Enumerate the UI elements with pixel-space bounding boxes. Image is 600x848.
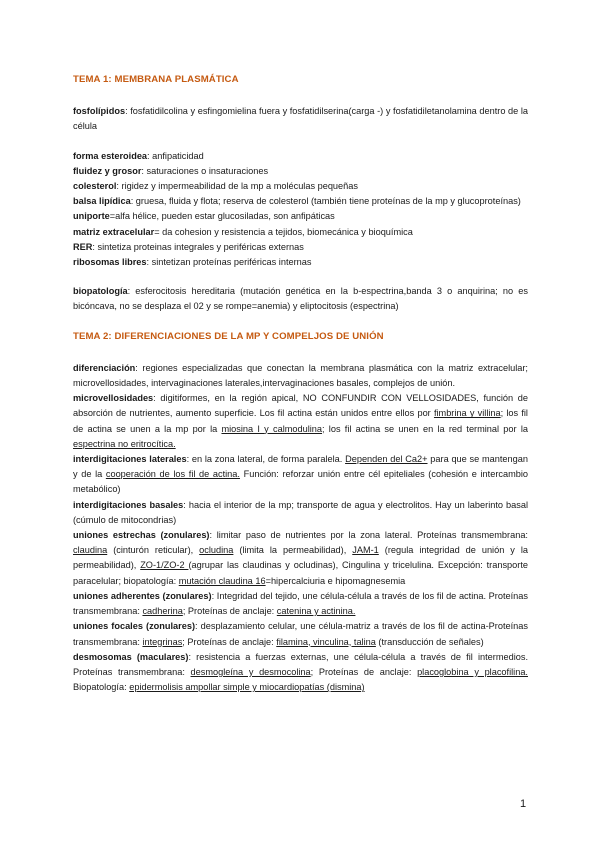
paragraph-balsa-lipidica: balsa lipídica: gruesa, fluida y flota; reserva de colesterol (también tiene proteínas de la mp y glucoproteínas) bbox=[73, 196, 521, 207]
paragraph-desmosomas: desmosomas (maculares): resistencia a fuerzas externas, une célula-célula a través de fil intermedios. Proteínas transmembrana: desmogleína y desmocolina; Proteínas de anclaje: placoglobina y placofilina. Biopatología: epidermolisis ampollar simple y miocardiopatías (dismina) bbox=[73, 651, 528, 693]
section-1-title: TEMA 1: MEMBRANA PLASMÁTICA bbox=[73, 74, 239, 85]
paragraph-uniones-adherentes: uniones adherentes (zonulares): Integridad del tejido, une célula-célula a través de los fil de actina. Proteínas transmembrana: cadherina; Proteínas de anclaje: catenina y actinina. bbox=[73, 590, 528, 617]
paragraph-fosfolipidos: fosfolípidos: fosfatidilcolina y esfingomielina fuera y fosfatidilserina(carga -) y fosfatidiletanolamina dentro de la célula bbox=[73, 106, 528, 132]
page-number: 1 bbox=[520, 798, 527, 810]
paragraph-colesterol: colesterol: rigidez y impermeabilidad de la mp a moléculas pequeñas bbox=[73, 181, 358, 192]
paragraph-interdigitaciones-laterales: interdigitaciones laterales: en la zona lateral, de forma paralela. Dependen del Ca2+ para que se mantengan y de la cooperación de los fil de actina. Función: reforzar unión entre cél epiteliales (cohesión e intercambio metabólico) bbox=[73, 454, 528, 495]
paragraph-rer: RER: sintetiza proteinas integrales y periféricas externas bbox=[73, 241, 304, 252]
paragraph-matriz-extracelular: matriz extracelular= da cohesion y resistencia a tejidos, biomecánica y bioquímica bbox=[73, 226, 413, 237]
paragraph-uniporte: uniporte=alfa hélice, pueden estar glucosiladas, son anfipáticas bbox=[73, 211, 335, 222]
document-body bbox=[73, 72, 528, 695]
paragraph-ribosomas: ribosomas libres: sintetizan proteínas periféricas internas bbox=[73, 257, 312, 268]
paragraph-uniones-focales: uniones focales (zonulares): desplazamiento celular, une célula-matriz a través de los fil de actina-Proteínas transmembrana: integrinas; Proteínas de anclaje: filamina, vinculina, talina (transducción de señales) bbox=[73, 621, 528, 647]
paragraph-forma-esteroidea: forma esteroidea: anfipaticidad bbox=[73, 150, 204, 161]
paragraph-fluidez: fluidez y grosor: saturaciones o insaturaciones bbox=[73, 165, 269, 176]
paragraph-interdigitaciones-basales: interdigitaciones basales: hacia el interior de la mp; transporte de agua y electrolitos. Hay un laberinto basal (cúmulo de mitocondrias) bbox=[73, 499, 529, 525]
paragraph-biopatologia: biopatología: esferocitosis hereditaria (mutación genética en la b-espectrina,banda 3 o anquirina; no es bicóncava, no se desplaza el 02 y se rompe=anemia) y eliptocitosis (espectrina) bbox=[73, 286, 528, 312]
section-2-title: TEMA 2: DIFERENCIACIONES DE LA MP Y COMPELJOS DE UNIÓN bbox=[73, 330, 384, 342]
paragraph-diferenciacion: diferenciación: regiones especializadas que conectan la membrana plasmática con la matriz extracelular; microvellosidades, intervaginaciones laterales,intervaginaciones basales, complejos de unión. bbox=[73, 362, 528, 389]
paragraph-microvellosidades: microvellosidades: digitiformes, en la región apical, NO CONFUNDIR CON VELLOSIDADES, función de absorción de nutrientes, aumento superficie. Los fil actina están unidos entre ellos por fimbrina y villina; los fil de actina se unen a la mp por la miosina I y calmodulina; los fil actina se unen en la red terminal por la espectrina no eritrocítica. bbox=[73, 393, 528, 449]
paragraph-uniones-estrechas: uniones estrechas (zonulares): limitar paso de nutrientes por la zona lateral. Proteínas transmembrana: claudina (cinturón reticular), ocludina (limita la permeabilidad), JAM-1 (regula integridad de unión y la permeabilidad), ZO-1/ZO-2 (agrupar las claudinas y ocludinas), Cingulina y tricelulina. Excepción: transporte paracelular; biopatología: mutación claudina 16=hipercalciuria e hipomagnesemia bbox=[73, 530, 528, 586]
